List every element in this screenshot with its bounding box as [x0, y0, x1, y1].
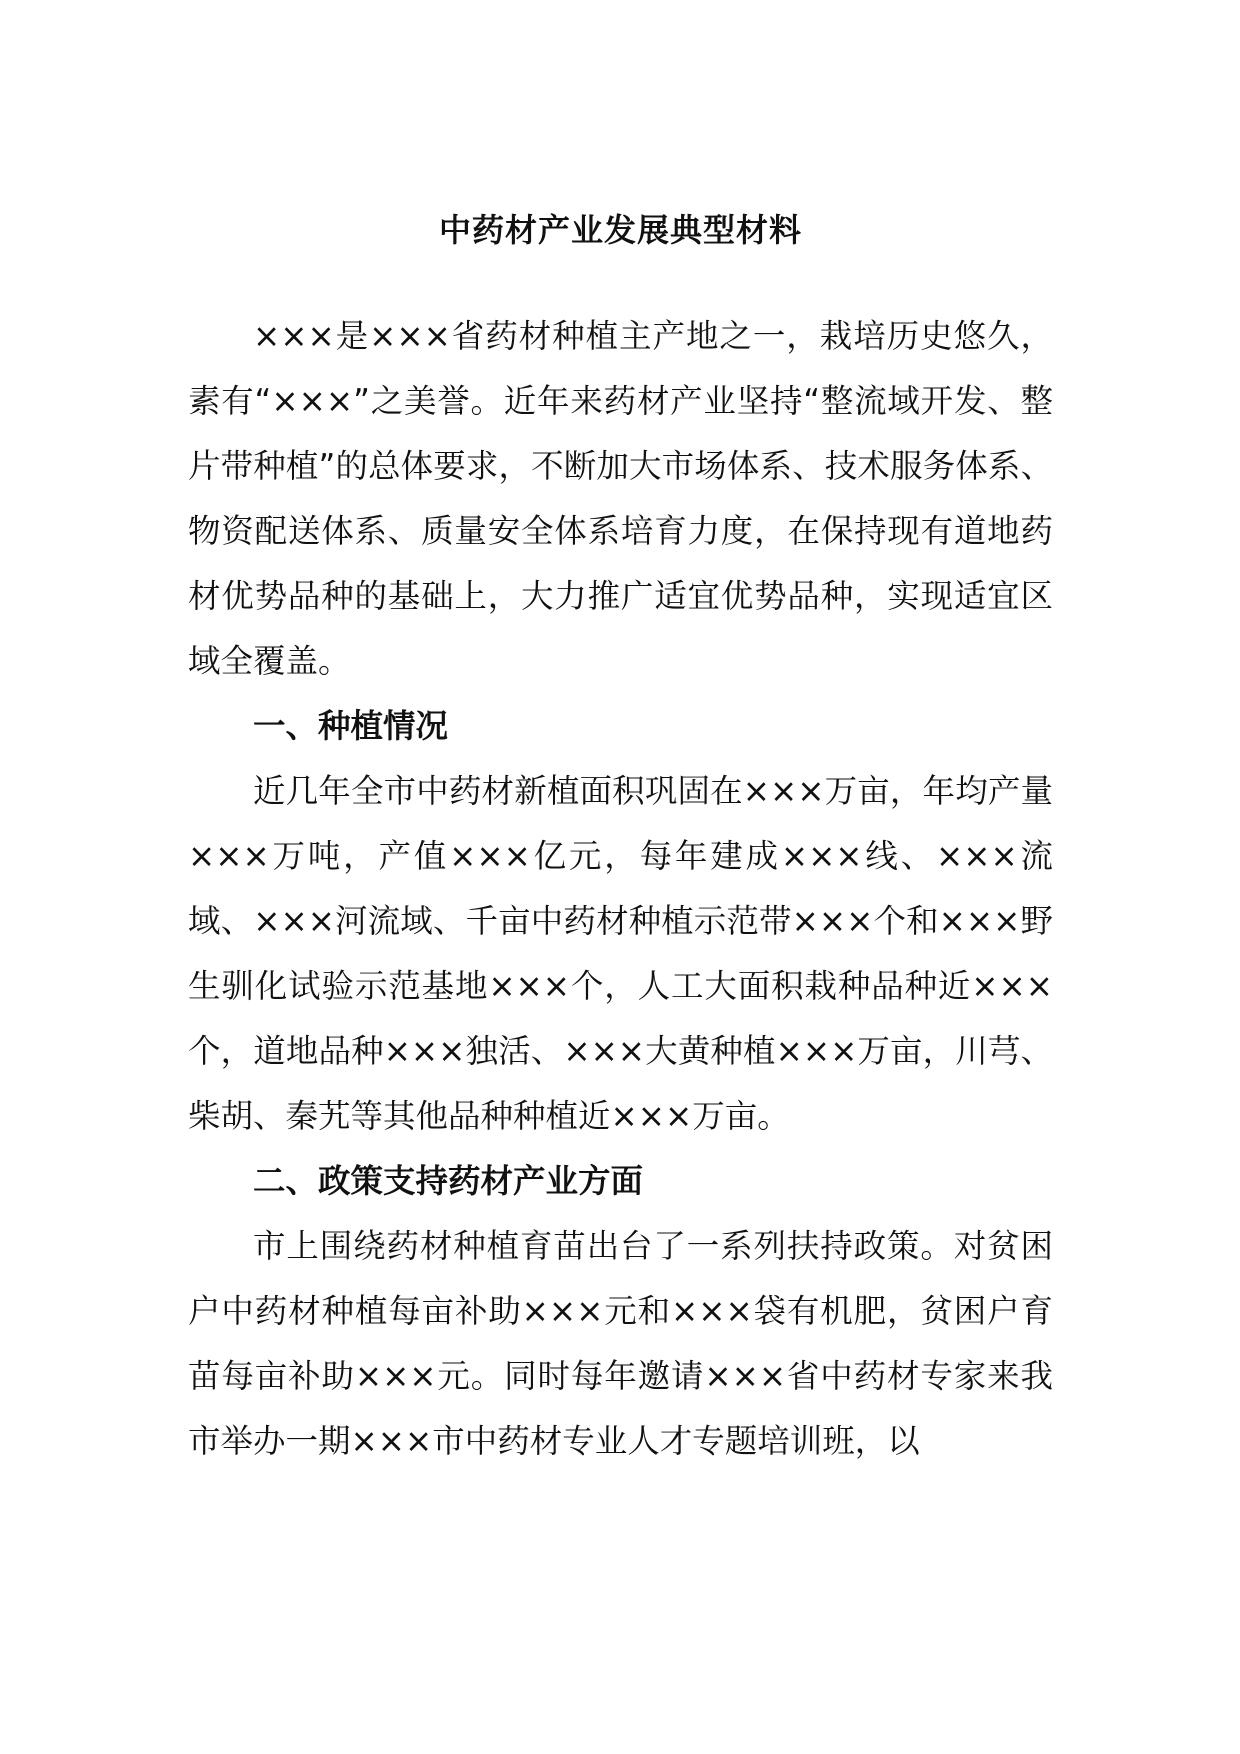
section-heading-planting: 一、种植情况 [253, 707, 449, 745]
intro-paragraph: ×××是×××省药材种植主产地之一，栽培历史悠久，素有“×××”之美誉。近年来药材产业坚持“整流域开发、整片带种植”的总体要求，不断加大市场体系、技术服务体系、物资配送体系、质量安全体系培育力度，在保持现有道地药材优势品种的基础上，大力推广适宜优势品种，实现适宜区域全覆盖。 [188, 317, 1053, 680]
title-spacer [188, 262, 1053, 304]
document-body [188, 198, 1053, 1474]
section-body-planting: 近几年全市中药材新植面积巩固在×××万亩，年均产量×××万吨，产值×××亿元，每年建成×××线、×××流域、×××河流域、千亩中药材种植示范带×××个和×××野生驯化试验示范基地×××个，人工大面积栽种品种近×××个，道地品种×××独活、×××大黄种植×××万亩，川芎、柴胡、秦艽等其他品种种植近×××万亩。 [188, 772, 1053, 1135]
document-title: 中药材产业发展典型材料 [438, 211, 802, 249]
section-body-policy: 市上围绕药材种植育苗出台了一系列扶持政策。对贫困户中药材种植每亩补助×××元和×××袋有机肥，贫困户育苗每亩补助×××元。同时每年邀请×××省中药材专家来我市举办一期×××市中药材专业人才专题培训班，以 [188, 1227, 1053, 1460]
section-heading-policy: 二、政策支持药材产业方面 [253, 1162, 644, 1200]
